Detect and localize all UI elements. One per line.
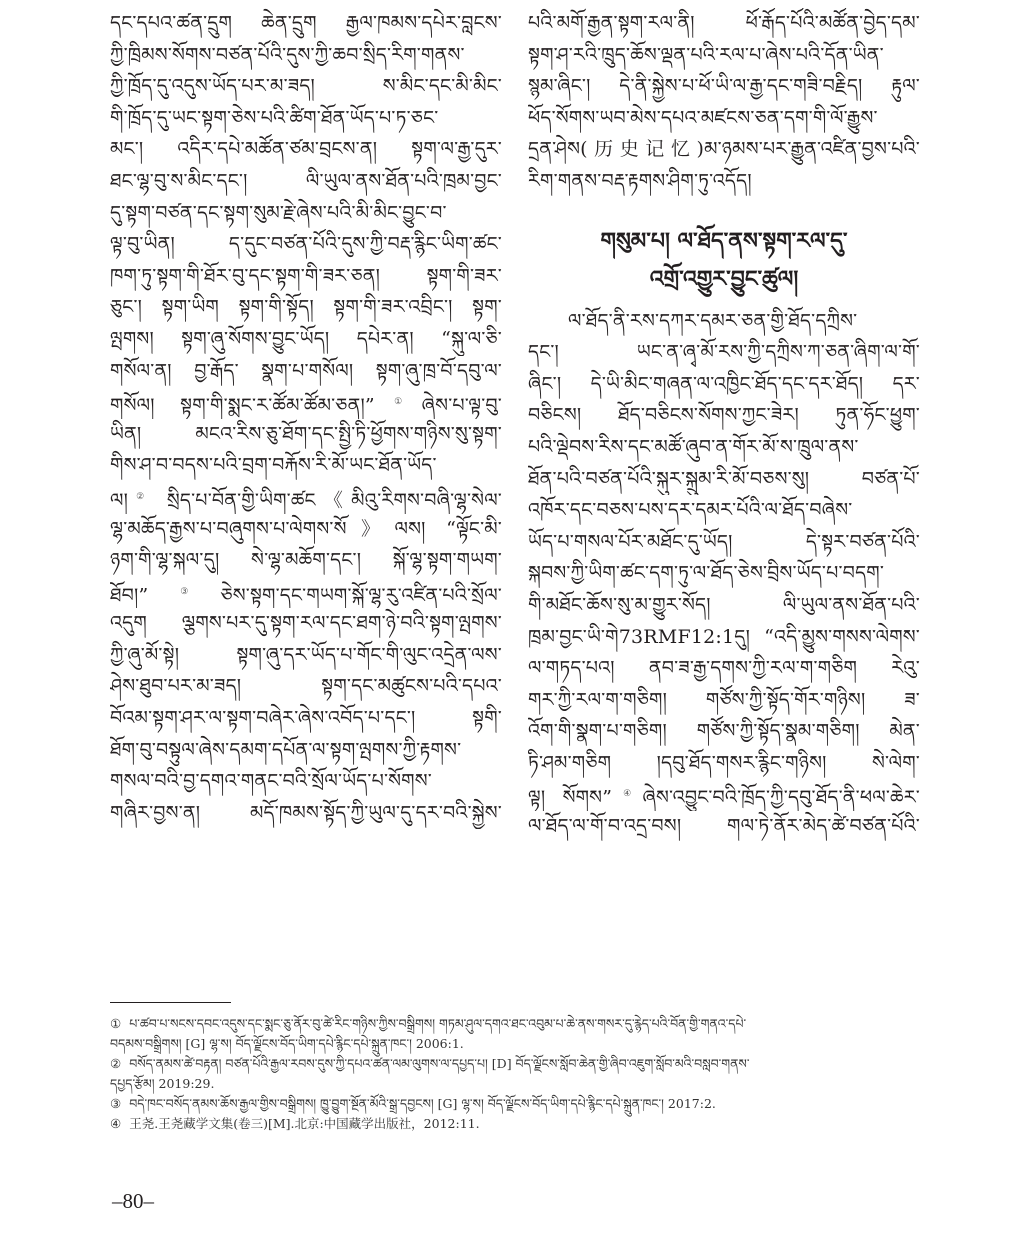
footnote-text-continued: བདམས་བསྒྲིགས། [G] ལྷ་ས། བོད་ལྗོངས་བོད་ཡིག་དཔེ་རྙིང་དཔེ་སྐྲུན་ཁང་། 2006:1. bbox=[110, 1036, 464, 1051]
text-line: ཅུང་། སྟག་ཡིག སྟག་གི་སྟོད། སྟག་གི་ཟར་འབྲིང་། སྟག་ bbox=[110, 296, 502, 319]
text-line: པའི་ལྡེབས་རིས་དང་མཚོ་ཞུབ་ན་གོར་མོ་ས་ཁྲུལ་ནས་ bbox=[528, 435, 859, 458]
text-line: ཕོད་སོགས་ཡབ་མེས་དཔའ་མཛངས་ཅན་དག་གི་ལོ་རྒྱུས་ bbox=[528, 106, 878, 129]
footnote-reference[interactable]: ① bbox=[374, 397, 422, 408]
text-line: ལ་ཐོད་ནི་རས་དཀར་དམར་ཅན་གྱི་ཐོད་དཀྲིས་ bbox=[568, 309, 858, 332]
footnote-item bbox=[110, 1094, 950, 1114]
text-line: རིག་གནས་བརྡ་རྟགས་ཤིག་ཏུ་འདོད། bbox=[528, 169, 752, 192]
footnote-text: 王尧.王尧藏学文集(卷三)[M].北京:中国藏学出版社，2012:11. bbox=[129, 1116, 480, 1131]
text-line: དང་། ཡང་ན་ཞྭ་མོ་རས་ཀྱི་དཀྲིས་ཀ་ཅན་ཞིག་ལ་གོ་ bbox=[528, 341, 920, 364]
left-column bbox=[110, 8, 502, 829]
section-heading-line-2: འགྲོ་འགྱུར་བྱུང་ཚུལ། bbox=[649, 265, 799, 292]
footnote-marker: ④ bbox=[110, 1116, 122, 1131]
text-line: མང་། འདིར་དཔེ་མཚོན་ཙམ་བྲངས་ན། སྟག་ལ་རྒྱ་དུར་ bbox=[110, 138, 502, 161]
text-line: གར་ཀྱི་རལ་ག་གཅིག། གཙོས་ཀྱི་སྟོད་གོར་གཉིས། ཟ་ bbox=[528, 688, 920, 711]
right-column bbox=[528, 8, 920, 843]
text-line: ཞིང་། དེ་ཡི་མིང་གཞན་ལ་འཁྱིང་ཐོད་དང་དར་ཐོད། དར་ bbox=[528, 372, 920, 395]
text-line: ཀྱི་ཞུ་མོ་སྟེ། སྟག་ཞུ་དར་ཡོད་པ་གོང་གི་ལུང་འདྲེན་ལས་ bbox=[110, 643, 502, 666]
footnote-reference[interactable]: ③ bbox=[148, 586, 221, 597]
text-line: ཀྱི་ཁྲོད་དུ་འདུས་ཡོད་པར་མ་ཟད། ས་མིང་དང་མི་མིང་ bbox=[110, 75, 502, 98]
text-line: ཁག་ཏུ་སྟག་གི་ཐོར་བུ་དང་སྟག་གི་ཟར་ཅན། སྟག་གི་ཟར་ bbox=[110, 264, 502, 287]
text-line: སྙམ་ཞིང་། དེ་ནི་སྐྱེས་པ་ཕོ་ཡི་ལ་རྒྱ་དང་གཟི་བརྗིད། རྟུལ་ bbox=[528, 75, 920, 98]
text-line: ཐོབ།”③ཅེས་སྟག་དང་གཡག་སྐོ་ལྷ་རུ་འཛིན་པའི་སྲོལ་ bbox=[110, 584, 502, 607]
text-line: ཐང་ལྷ་བུ་ས་མིང་དང་། ལི་ཡུལ་ནས་ཐོན་པའི་ཁྲམ་བྱང་ bbox=[110, 169, 502, 192]
footnote-reference[interactable]: ④ bbox=[612, 789, 643, 800]
section-heading bbox=[528, 222, 920, 298]
footnote-item bbox=[110, 1054, 950, 1094]
text-line: དུ་སྟག་བཙན་དང་སྟག་སུམ་རྗེ་ཞེས་པའི་མི་མིང་བྱུང་བ་ bbox=[110, 201, 447, 224]
footnote-text: བདེ་ཁང་བསོད་ནམས་ཆོས་རྒྱལ་གྱིས་བསྒྲིགས། ཁྱུ་བྱུག་སྔོན་མོའི་སྒྲ་དབྱངས། [G] ལྷ་ས། བོད་ལྗོངས་བོད་ཡིག་དཔེ་རྙིང་དཔེ་སྐྲུན་ཁང་། 2017:2. bbox=[129, 1096, 716, 1111]
text-line: ཉག་གི་ལྷ་སྐལ་དུ། སེ་ལྷ་མཆོག་དང་། སྐོ་ལྷ་སྟག་གཡག་ bbox=[110, 549, 502, 572]
footnote-item bbox=[110, 1014, 950, 1054]
text-line: ལ།② སྲིད་པ་བོན་གྱི་ཡིག་ཚང《མིའུ་རིགས་བཞི་ལྷ་སེལ་ bbox=[110, 489, 502, 512]
text-line: ལྟ། སོགས”④ཞེས་འབྱུང་བའི་ཁྲོད་ཀྱི་དབུ་ཐོད་ནི་ཕལ་ཆེར་ bbox=[528, 786, 920, 809]
text-line: གི་ཁྲོད་དུ་ཡང་སྟག་ཅེས་པའི་ཚིག་ཐོན་ཡོད་པ་ཏ་ཅང་ bbox=[110, 106, 439, 129]
footnote-text: པ་ཚབ་པ་སངས་དབང་འདུས་དང་སྨང་ཅུ་ནོར་བུ་ཚེ་རིང་གཉིས་ཀྱིས་བསྒྲིགས། གཏམ་ཤུལ་དགའ་ཐང་འབུམ་པ་ཆེ་ནས་གསར་དུ་རྙེད་པའི་བོན་གྱི་གནའ་དཔེ་ bbox=[129, 1016, 747, 1031]
text-line: དྲན་ཤེས(历史记忆)མ་ཉམས་པར་རྒྱུན་འཛིན་བྱས་པའི་ bbox=[528, 138, 920, 161]
text-line: ཡོད་པ་གསལ་པོར་མཐོང་དུ་ཡོད། དེ་སྟར་བཙན་པོའི་ bbox=[528, 530, 920, 553]
text-line: ཤེས་ཐུབ་པར་མ་ཟད། སྟག་དང་མཚུངས་པའི་དཔའ་ bbox=[110, 675, 502, 698]
text-line: ལྟ་བུ་ཡིན། ད་དུང་བཙན་པོའི་དུས་ཀྱི་བརྡ་རྙིང་ཡིག་ཚང་ bbox=[110, 233, 502, 256]
text-line: འདུག ལྕགས་པར་དུ་སྟག་རལ་དང་ཐག་ཉེ་བའི་སྟག་ལྤགས་ bbox=[110, 612, 502, 635]
footnotes bbox=[110, 1014, 950, 1134]
footnote-item bbox=[110, 1114, 950, 1134]
section-heading-line-1: གསུམ་པ། ལ་ཐོད་ནས་སྟག་རལ་དུ་ bbox=[600, 227, 848, 254]
page-number: –80– bbox=[112, 1189, 154, 1213]
text-line: ལྤགས། སྟག་ཞུ་སོགས་བྱུང་ཡོད། དཔེར་ན། “སྐུ་ལ་ཅི་ bbox=[110, 327, 502, 350]
right-body-paragraph bbox=[528, 306, 920, 843]
text-line: གིས་ཤ་བ་བདས་པའི་བྲག་བརྐོས་རི་མོ་ཡང་ཐོན་ཡོད་ bbox=[110, 454, 437, 477]
text-line: ཁྲམ་བྱང་ཡི་གེ73RMF12:1དུ། “འདི་མྱུས་གསས་ལེགས་ bbox=[528, 625, 920, 648]
text-line: དང་དཔའ་ཚན་དྲུག ཆེན་དྲུག རྒྱལ་ཁམས་དཔེར་བླངས་ bbox=[110, 12, 502, 34]
footnote-marker: ② bbox=[110, 1056, 122, 1071]
text-line: གསལ་བའི་བྱ་དགའ་གནང་བའི་སྲོལ་ཡོད་པ་སོགས་ bbox=[110, 770, 432, 793]
text-line: སྟག་ཤ་རའི་ཁྲུད་ཆོས་ལྡན་པའི་རལ་པ་ཞེས་པའི་དོན་ཡིན་ bbox=[528, 43, 884, 66]
text-line: ལྷ་མཆོད་རྒྱས་པ་བཞུགས་པ་ལེགས་སོ》ལས། “ལྟོང་མི་ bbox=[110, 517, 502, 540]
footnote-separator bbox=[110, 1002, 231, 1003]
footnote-text: བསོད་ནམས་ཚེ་བརྟན། བཙན་པོའི་རྒྱལ་རབས་དུས་ཀྱི་དཔའ་ཚན་ལམ་ལུགས་ལ་དཔྱད་པ། [D] བོད་ལྗོངས་སློབ་ཆེན་གྱི་ཞིབ་འཇུག་སློབ་མའི་བསླབ་གནས་ bbox=[129, 1056, 750, 1071]
footnote-marker: ③ bbox=[110, 1096, 122, 1111]
footnote-marker: ① bbox=[110, 1016, 122, 1031]
text-line: གསོལ་ན། བྱ་རྒོད་ སྣག་པ་གསོལ། སྟག་ཞུ་ཁྲ་བོ་དབུ་ལ་ bbox=[110, 359, 502, 382]
text-line: གཞིར་བྱས་ན། མདོ་ཁམས་སྟོད་ཀྱི་ཡུལ་དུ་དར་བའི་སྐྱེས་ bbox=[110, 801, 502, 824]
text-line: ཀྱི་ཁྲིམས་སོགས་བཙན་པོའི་དུས་ཀྱི་ཆབ་སྲིད་རིག་གནས་ bbox=[110, 43, 465, 66]
text-line: ཏི་ཤམ་གཅིག །དབུ་ཐོད་གསར་རྙིང་གཉིས། སེ་ལེག་ bbox=[528, 751, 920, 774]
text-line: བཅིངས། ཐོད་བཅིངས་སོགས་ཀྱང་ཟེར། ཏུན་ཧོང་ཕྱུག་ bbox=[528, 404, 920, 427]
footnote-reference[interactable]: ② bbox=[128, 491, 153, 502]
text-line: ཐོག་བུ་བསྟུལ་ཞེས་དམག་དཔོན་ལ་སྟག་ལྤགས་ཀྱི་རྟགས་ bbox=[110, 738, 462, 761]
text-line: ཐོན་པའི་བཙན་པོའི་སྐུར་སྐྲུམ་རི་མོ་བཅས་སུ། བཙན་པོ་ bbox=[528, 467, 920, 490]
text-line: པའི་མགོ་རྒྱན་སྟག་རལ་ནི། ཕོ་རྒོད་པོའི་མཚོན་བྱེད་དམ་ bbox=[528, 12, 920, 34]
footnote-text-continued: དཔྱད་རྩོམ། 2019:29. bbox=[110, 1076, 215, 1091]
text-line: ལ་གཏད་པའ། ནབ་ཟ་རྒྱ་དགས་ཀྱི་རལ་ག་གཅིག རེའུ་ bbox=[528, 657, 920, 680]
text-line: སྐབས་ཀྱི་ཡིག་ཚང་དག་ཏུ་ལ་ཐོད་ཅེས་བྲིས་ཡོད་པ་བདག་ bbox=[528, 562, 885, 585]
right-intro-paragraph bbox=[528, 8, 920, 198]
text-line: གི་མཐོང་ཆོས་སུ་མ་གྱུར་སོད། ལི་ཡུལ་ནས་ཐོན་པའི་ bbox=[528, 593, 920, 616]
text-line: འོག་གི་སྣག་པ་གཅིག། གཙོས་ཀྱི་སྟོད་སྣམ་གཅིག། མེན་ bbox=[528, 720, 920, 743]
text-line: འཁོར་དང་བཅས་པས་དར་དམར་པོའི་ལ་ཐོད་བཞེས་ bbox=[528, 499, 853, 522]
text-line: ཡིན། མངའ་རིས་ཅུ་ཐོག་དང་སྤྱི་ཏི་ཕྱོགས་གཉིས་སུ་སྟག་ bbox=[110, 422, 502, 445]
text-line: བོའམ་སྟག་ཤར་ལ་སྟག་བཞེར་ཞེས་འབོད་པ་དང་། སྟགི་ bbox=[110, 707, 502, 730]
text-line: ལ་ཐོད་ལ་གོ་བ་འདྲ་བས། གལ་ཏེ་ནོར་མེད་ཚེ་བཙན་པོའི་ bbox=[528, 815, 920, 838]
text-line: གསོལ། སྟག་གི་སྨང་ར་ཚོམ་ཚོམ་ཅན།”①ཞེས་པ་ལྟ་བུ་ bbox=[110, 394, 502, 417]
